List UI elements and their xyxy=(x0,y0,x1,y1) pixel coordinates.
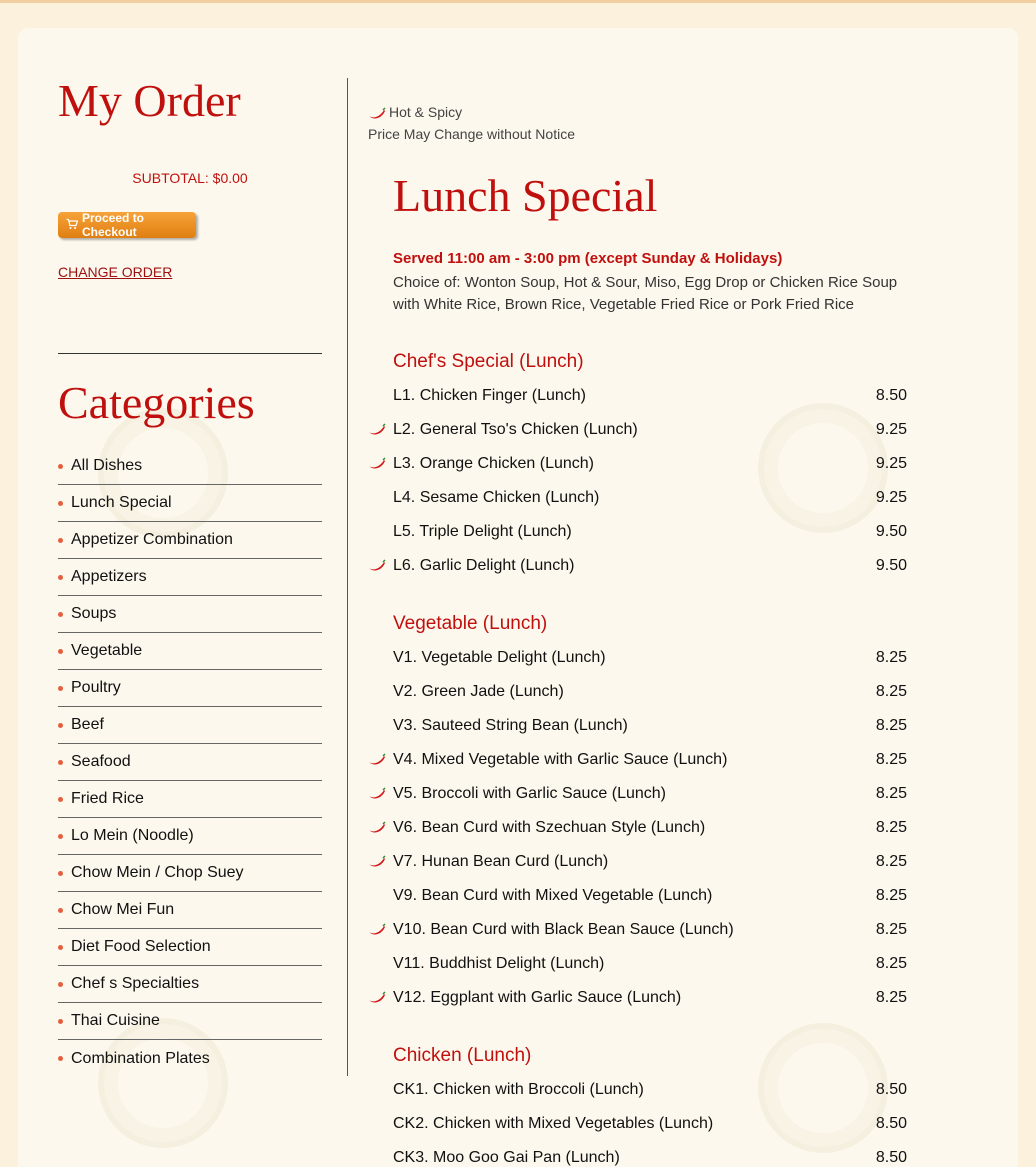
bullet-icon xyxy=(58,686,63,691)
bullet-icon xyxy=(58,649,63,654)
menu-group-title: Chicken (Lunch) xyxy=(393,1045,532,1066)
menu-item[interactable] xyxy=(368,913,928,947)
menu-item-price: 8.25 xyxy=(875,683,907,700)
menu-item[interactable] xyxy=(368,981,928,1015)
top-border xyxy=(0,0,1036,3)
menu-item-name: L1. Chicken Finger (Lunch) xyxy=(393,387,586,404)
divider xyxy=(58,353,322,354)
menu-item-name: V11. Buddhist Delight (Lunch) xyxy=(393,955,605,972)
menu-item-name: L6. Garlic Delight (Lunch) xyxy=(393,557,575,574)
bullet-icon xyxy=(58,1056,63,1061)
bullet-icon xyxy=(58,501,63,506)
served-hours: Served 11:00 am - 3:00 pm (except Sunday & Holidays) xyxy=(393,250,783,267)
menu-item-price: 8.25 xyxy=(875,819,907,836)
menu-item[interactable] xyxy=(368,481,928,515)
menu-item-name: V3. Sauteed String Bean (Lunch) xyxy=(393,717,628,734)
category-item[interactable] xyxy=(58,929,322,966)
chili-pepper-icon xyxy=(368,559,393,573)
hot-spicy-label: Hot & Spicy xyxy=(389,104,463,120)
category-item[interactable] xyxy=(58,744,322,781)
category-item[interactable] xyxy=(58,522,322,559)
menu-item-name: L4. Sesame Chicken (Lunch) xyxy=(393,489,600,506)
category-label: Fried Rice xyxy=(71,790,144,807)
chili-pepper-icon xyxy=(368,991,393,1005)
menu-item-price: 8.50 xyxy=(875,1081,907,1098)
proceed-to-checkout-button[interactable] xyxy=(58,212,196,238)
category-item[interactable] xyxy=(58,1040,322,1077)
menu-item-price: 9.25 xyxy=(875,455,907,472)
bullet-icon xyxy=(58,760,63,765)
category-label: Appetizers xyxy=(71,568,147,585)
category-item[interactable] xyxy=(58,670,322,707)
cart-icon xyxy=(66,218,78,233)
bullet-icon xyxy=(58,945,63,950)
menu-item-price: 8.25 xyxy=(875,717,907,734)
bullet-icon xyxy=(58,871,63,876)
chili-pepper-icon xyxy=(368,855,393,869)
menu-item[interactable] xyxy=(368,743,928,777)
category-item[interactable] xyxy=(58,1003,322,1040)
menu-item[interactable] xyxy=(368,641,928,675)
checkout-label: Proceed to Checkout xyxy=(82,211,145,239)
category-item[interactable] xyxy=(58,818,322,855)
menu-item-name: CK3. Moo Goo Gai Pan (Lunch) xyxy=(393,1149,620,1166)
menu-item-name: V10. Bean Curd with Black Bean Sauce (Lunch) xyxy=(393,921,734,938)
my-order-title: My Order xyxy=(58,75,241,126)
chili-pepper-icon xyxy=(368,923,393,937)
menu-item[interactable] xyxy=(368,879,928,913)
menu-item-price: 9.50 xyxy=(875,557,907,574)
bullet-icon xyxy=(58,464,63,469)
menu-item[interactable] xyxy=(368,811,928,845)
legend xyxy=(368,101,575,145)
category-item[interactable] xyxy=(58,892,322,929)
category-label: Beef xyxy=(71,716,104,733)
menu-item-name: V9. Bean Curd with Mixed Vegetable (Lunch) xyxy=(393,887,713,904)
chili-pepper-icon xyxy=(368,457,393,471)
menu-item-price: 9.50 xyxy=(875,523,907,540)
menu-item-price: 8.50 xyxy=(875,1149,907,1166)
category-label: Vegetable xyxy=(71,642,143,659)
category-label: Appetizer Combination xyxy=(71,531,233,548)
category-label: Chef s Specialties xyxy=(71,975,200,992)
category-label: Thai Cuisine xyxy=(71,1012,160,1029)
category-item[interactable] xyxy=(58,448,322,485)
menu-item-price: 8.50 xyxy=(875,1115,907,1132)
menu-item-name: V5. Broccoli with Garlic Sauce (Lunch) xyxy=(393,785,666,802)
menu-item-price: 9.25 xyxy=(875,489,907,506)
menu-item[interactable] xyxy=(368,845,928,879)
category-item[interactable] xyxy=(58,559,322,596)
price-notice: Price May Change without Notice xyxy=(368,126,575,142)
menu-group-title: Vegetable (Lunch) xyxy=(393,613,548,634)
menu-item[interactable] xyxy=(368,1141,928,1167)
menu-item-name: CK2. Chicken with Mixed Vegetables (Lunch) xyxy=(393,1115,714,1132)
bullet-icon xyxy=(58,982,63,987)
menu-item-name: L5. Triple Delight (Lunch) xyxy=(393,523,572,540)
menu-item-name: L3. Orange Chicken (Lunch) xyxy=(393,455,594,472)
category-label: Lo Mein (Noodle) xyxy=(71,827,194,844)
menu-item-price: 8.50 xyxy=(875,387,907,404)
menu-item-price: 8.25 xyxy=(875,785,907,802)
category-item[interactable] xyxy=(58,485,322,522)
menu-list xyxy=(368,345,928,1167)
menu-item[interactable] xyxy=(368,709,928,743)
menu-item-price: 9.25 xyxy=(875,421,907,438)
menu-item-price: 8.25 xyxy=(875,887,907,904)
bullet-icon xyxy=(58,797,63,802)
menu-item-price: 8.25 xyxy=(875,989,907,1006)
category-label: Poultry xyxy=(71,679,121,696)
chili-pepper-icon xyxy=(368,105,386,119)
menu-item-price: 8.25 xyxy=(875,751,907,768)
category-list xyxy=(58,448,322,1077)
menu-item-name: V1. Vegetable Delight (Lunch) xyxy=(393,649,606,666)
menu-item-name: V6. Bean Curd with Szechuan Style (Lunch) xyxy=(393,819,706,836)
menu-group-title: Chef's Special (Lunch) xyxy=(393,351,584,372)
menu-item[interactable] xyxy=(368,413,928,447)
group-spacer xyxy=(368,583,928,607)
chili-pepper-icon xyxy=(368,423,393,437)
menu-item[interactable] xyxy=(368,675,928,709)
category-label: Chow Mei Fun xyxy=(71,901,175,918)
bullet-icon xyxy=(58,612,63,617)
menu-item-name: V7. Hunan Bean Curd (Lunch) xyxy=(393,853,609,870)
category-item[interactable] xyxy=(58,596,322,633)
chili-pepper-icon xyxy=(368,753,393,767)
category-label: All Dishes xyxy=(71,457,143,474)
section-title: Lunch Special xyxy=(393,170,658,221)
bullet-icon xyxy=(58,1019,63,1024)
menu-item-price: 8.25 xyxy=(875,921,907,938)
menu-item-name: CK1. Chicken with Broccoli (Lunch) xyxy=(393,1081,644,1098)
category-label: Seafood xyxy=(71,753,131,770)
category-item[interactable] xyxy=(58,633,322,670)
category-item[interactable] xyxy=(58,707,322,744)
menu-item-price: 8.25 xyxy=(875,853,907,870)
categories-title: Categories xyxy=(58,377,255,428)
category-label: Chow Mein / Chop Suey xyxy=(71,864,244,881)
bullet-icon xyxy=(58,575,63,580)
category-label: Soups xyxy=(71,605,117,622)
menu-item[interactable] xyxy=(368,515,928,549)
menu-item[interactable] xyxy=(368,947,928,981)
category-label: Diet Food Selection xyxy=(71,938,211,955)
category-label: Combination Plates xyxy=(71,1049,210,1067)
menu-item-name: V2. Green Jade (Lunch) xyxy=(393,683,564,700)
category-item[interactable] xyxy=(58,966,322,1003)
menu-item-price: 8.25 xyxy=(875,649,907,666)
chili-pepper-icon xyxy=(368,787,393,801)
menu-item-price: 8.25 xyxy=(875,955,907,972)
group-spacer xyxy=(368,1015,928,1039)
bullet-icon xyxy=(58,538,63,543)
menu-item[interactable] xyxy=(368,1073,928,1107)
menu-item[interactable] xyxy=(368,777,928,811)
category-item[interactable] xyxy=(58,781,322,818)
change-order-link[interactable]: CHANGE ORDER xyxy=(58,264,173,280)
bullet-icon xyxy=(58,908,63,913)
bullet-icon xyxy=(58,723,63,728)
menu-item[interactable] xyxy=(368,379,928,413)
menu-item-name: V12. Eggplant with Garlic Sauce (Lunch) xyxy=(393,989,682,1006)
menu-item-name: L2. General Tso's Chicken (Lunch) xyxy=(393,421,638,438)
choice-description: Choice of: Wonton Soup, Hot & Sour, Miso, Egg Drop or Chicken Rice Soup with White Rice, Brown Rice, Vegetable Fried Rice or Pork Fried Rice xyxy=(393,274,898,313)
category-item[interactable] xyxy=(58,855,322,892)
category-label: Lunch Special xyxy=(71,494,172,511)
bullet-icon xyxy=(58,834,63,839)
menu-item[interactable] xyxy=(368,549,928,583)
column-divider xyxy=(347,78,348,1076)
subtotal-text: SUBTOTAL: $0.00 xyxy=(132,170,248,186)
menu-item-name: V4. Mixed Vegetable with Garlic Sauce (Lunch) xyxy=(393,751,728,768)
menu-item[interactable] xyxy=(368,1107,928,1141)
chili-pepper-icon xyxy=(368,821,393,835)
menu-item[interactable] xyxy=(368,447,928,481)
